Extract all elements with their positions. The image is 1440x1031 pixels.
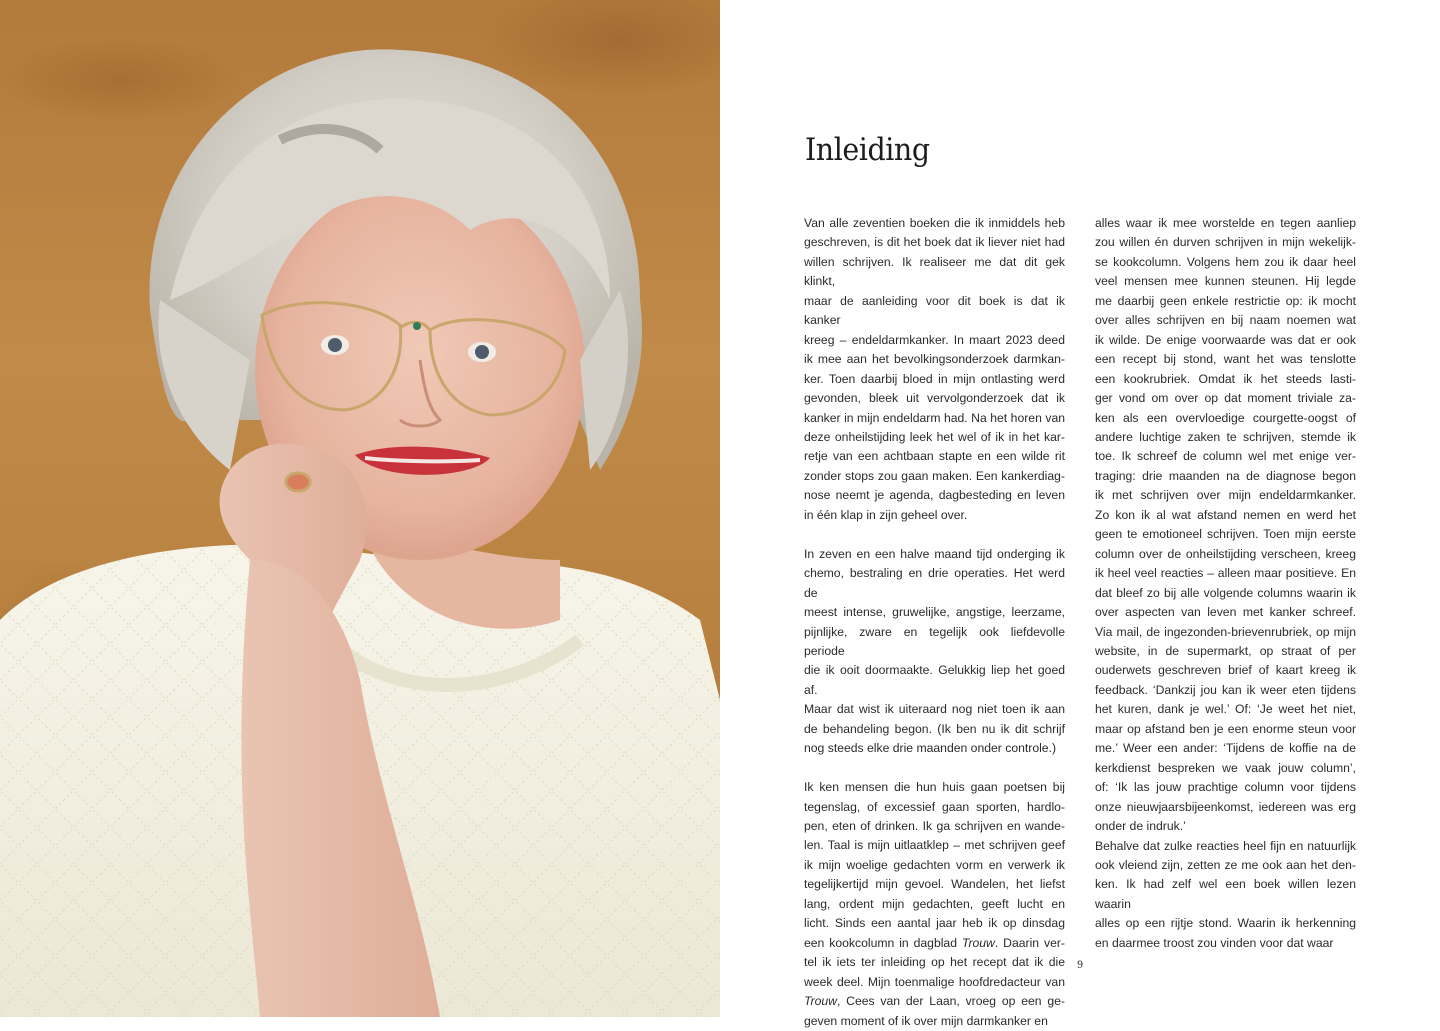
- italic-title: Trouw: [804, 994, 837, 1009]
- text-line: ik met schrijven over mijn endeldarmkanker.: [1095, 488, 1356, 503]
- text-line: die ik ooit doormaakte. Gelukkig liep het goed af.: [804, 663, 1065, 697]
- text-line: lang, ordent mijn gedachten, geeft lucht en: [804, 896, 1065, 911]
- text-line: In zeven en een halve maand tijd onderging ik: [804, 546, 1065, 561]
- text-line: meest intense, gruwelijke, angstige, leerzame,: [804, 605, 1065, 620]
- text-line: nog steeds elke drie maanden onder controle.): [804, 741, 1057, 756]
- text-line: alles op een rijtje stond. Waarin ik herkenning: [1095, 916, 1356, 931]
- text-line: traging: drie maanden na de diagnose begon: [1095, 468, 1356, 483]
- text-line: in één klap in zijn geheel over.: [804, 507, 968, 522]
- text-line: deze onheilstijding leek het wel of ik in het kar-: [804, 429, 1065, 444]
- body-paragraph: [804, 545, 1065, 759]
- text-line: het kuren, dank je wel.’ Of: ‘Je weet het niet,: [1095, 702, 1356, 717]
- text-line: kerkdienst bespreken we vaak jouw column’,: [1095, 760, 1356, 775]
- text-line: ken. Ik had zelf wel een boek willen lezen waarin: [1095, 877, 1356, 911]
- text-line: toe. Ik schreef de column wel met enige ver-: [1095, 449, 1356, 464]
- text-line: nose neemt je agenda, dagbesteding en leven: [804, 488, 1065, 503]
- text-line: onder de indruk.’: [1095, 819, 1186, 834]
- text-line: over alles schrijven en bij naam noemen wat: [1095, 313, 1356, 328]
- text-line: een recept bij stond, want het was tenslotte: [1095, 352, 1356, 367]
- text-line: chemo, bestraling en drie operaties. Het werd de: [804, 566, 1065, 600]
- text-line: me daarbij geen enkele restrictie op: ik mocht: [1095, 293, 1356, 308]
- text-line: zou willen én durven schrijven in mijn wekelijk-: [1095, 235, 1356, 250]
- text-column-right: [1095, 214, 1356, 953]
- text-line: ik mee aan het bevolkingsonderzoek darmkan-: [804, 352, 1065, 367]
- text-line: ouderwets geschreven brief of kaart kreeg ik: [1095, 663, 1356, 678]
- text-line: website, in de supermarkt, op straat of per: [1095, 643, 1356, 658]
- text-line: de behandeling begon. (Ik ben nu ik dit schrijf: [804, 721, 1065, 736]
- text-line: licht. Sinds een aantal jaar heb ik op dinsdag: [804, 916, 1065, 931]
- text-line: week deel. Mijn toenmalige hoofdredacteur van: [804, 974, 1065, 989]
- author-portrait-photo: [0, 0, 720, 1017]
- text-line: me.’ Weer een ander: ‘Tijdens de koffie na de: [1095, 741, 1356, 756]
- text-line: een kookcolumn in dagblad Trouw. Daarin ver-: [804, 935, 1065, 950]
- body-paragraph: [1095, 837, 1356, 954]
- text-line: gevonden, bleek uit vervolgonderzoek dat ik: [804, 391, 1065, 406]
- text-line: en daarmee troost zou vinden voor dat waar: [1095, 935, 1334, 950]
- text-line: ik mijn woelige gedachten vorm en verwerk ik: [804, 857, 1065, 872]
- text-line: Van alle zeventien boeken die ik inmiddels heb: [804, 216, 1065, 230]
- text-line: ger vond om over op dat moment triviale za-: [1095, 391, 1356, 406]
- body-paragraph: [804, 214, 1065, 525]
- text-line: of: ‘Ik las jouw prachtige column voor tijdens: [1095, 780, 1356, 795]
- text-line: een kookrubriek. Omdat ik het steeds lasti-: [1095, 371, 1356, 386]
- text-line: tegelijkertijd mijn gevoel. Wandelen, het liefst: [804, 877, 1065, 892]
- text-line: geschreven, is dit het boek dat ik liever niet had: [804, 235, 1065, 250]
- text-line: kanker in mijn endeldarm had. Na het horen van: [804, 410, 1065, 425]
- text-line: alles waar ik mee worstelde en tegen aanliep: [1095, 216, 1356, 230]
- text-line: willen schrijven. Ik realiseer me dat dit gek klinkt,: [804, 254, 1065, 289]
- text-line: maar op afstand ben je een enorme steun voor: [1095, 721, 1356, 736]
- text-column-left: [804, 214, 1065, 1031]
- text-line: column over de onheilstijding verscheen, kreeg: [1095, 546, 1356, 561]
- portrait-illustration: [0, 0, 720, 1017]
- text-line: Zo kon ik al wat afstand nemen en werd het: [1095, 507, 1356, 522]
- page-number: 9: [1076, 960, 1084, 971]
- text-line: len. Taal is mijn uitlaatklep – met schrijven geef: [804, 838, 1065, 853]
- text-page: [720, 0, 1440, 1028]
- text-line: kreeg – endeldarmkanker. In maart 2023 deed: [804, 332, 1065, 347]
- text-line: Behalve dat zulke reacties heel fijn en natuurlijk: [1095, 838, 1356, 853]
- text-line: feedback. ‘Dankzij jou kan ik weer eten tijdens: [1095, 682, 1356, 697]
- text-line: maar de aanleiding voor dit boek is dat ik kanker: [804, 293, 1065, 328]
- text-line: pen, eten of drinken. Ik ga schrijven en wande-: [804, 819, 1065, 834]
- text-line: Trouw, Cees van der Laan, vroeg op een ge-: [804, 994, 1065, 1009]
- text-line: veel mensen mee kunnen steunen. Hij legde: [1095, 274, 1356, 289]
- text-line: onze nieuwjaarsbijeenkomst, iedereen was erg: [1095, 799, 1356, 814]
- text-line: ker. Toen daarbij bloed in mijn ontlasting werd: [804, 371, 1065, 386]
- text-line: Maar dat wist ik uiteraard nog niet toen ik aan: [804, 702, 1065, 717]
- italic-title: Trouw: [961, 935, 995, 950]
- text-line: ik heel veel reacties – alleen maar positieve. En: [1095, 566, 1356, 581]
- text-line: over aspecten van leven met kanker schreef.: [1095, 605, 1356, 620]
- text-line: zonder stops zou gaan maken. Een kankerdiag-: [804, 468, 1065, 483]
- text-line: ken als een overvloedige courgette-oogst of: [1095, 410, 1356, 425]
- text-line: Ik ken mensen die hun huis gaan poetsen bij: [804, 780, 1065, 795]
- text-line: se kookcolumn. Volgens hem zou ik daar heel: [1095, 254, 1356, 269]
- body-paragraph: [804, 778, 1065, 1031]
- text-line: Via mail, de ingezonden-brievenrubriek, op mijn: [1095, 624, 1356, 639]
- text-line: geven moment of ik over mijn darmkanker en: [804, 1013, 1048, 1028]
- text-line: andere luchtige zaken te schrijven, stemde ik: [1095, 429, 1356, 444]
- text-line: retje van een achtbaan stapte en een wilde rit: [804, 449, 1065, 464]
- text-line: pijnlijke, zware en tegelijk ook liefdevolle periode: [804, 624, 1065, 658]
- body-paragraph: [1095, 214, 1356, 837]
- chapter-title: Inleiding: [805, 132, 930, 168]
- text-line: ik wilde. De enige voorwaarde was dat er ook: [1095, 332, 1356, 347]
- text-line: tel ik iets ter inleiding op het recept dat ik die: [804, 955, 1065, 970]
- text-line: dat bleef zo bij alle volgende columns waarin ik: [1095, 585, 1356, 600]
- text-line: tegenslag, of excessief gaan sporten, hardlo-: [804, 799, 1065, 814]
- text-line: ook vleiend zijn, zetten ze me ook aan het den-: [1095, 857, 1356, 872]
- text-line: geen te emotioneel schrijven. Toen mijn eerste: [1095, 527, 1356, 542]
